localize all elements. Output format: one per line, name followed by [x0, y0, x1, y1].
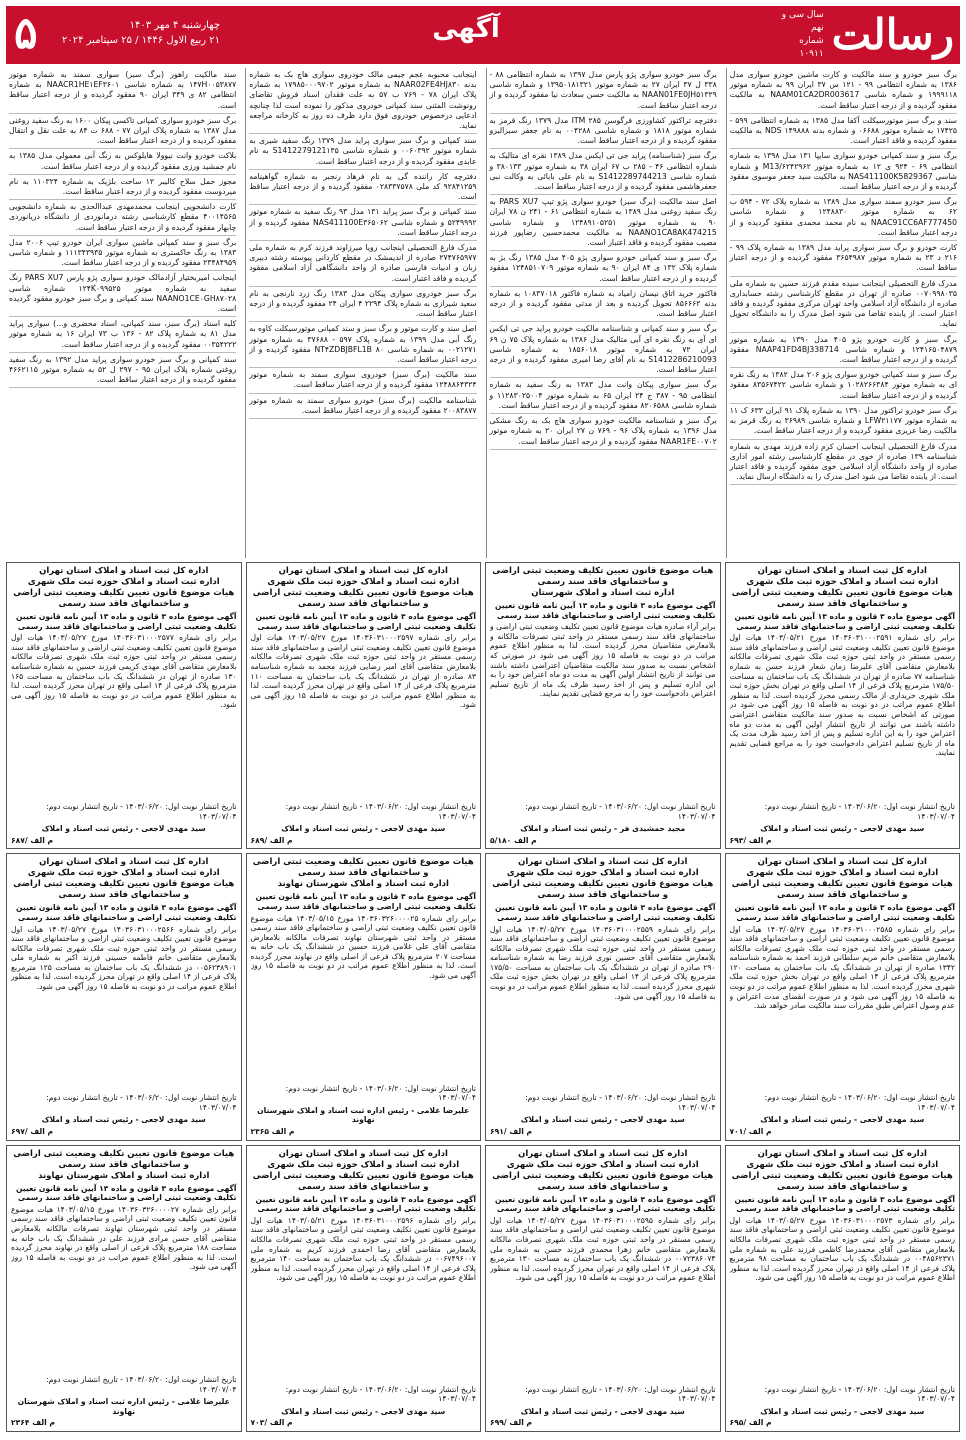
notice-office: اداره ثبت اسناد و املاک حوزه ثبت ملک شهری: [506, 1159, 699, 1170]
notice-organization: اداره کل ثبت اسناد و املاک استان تهران: [518, 1148, 688, 1159]
notice-dates: تاریخ انتشار نوبت اول: ۱۴۰۳/۰۶/۲۰ - تاریخ انتشار نوبت دوم: ۱۴۰۳/۰۷/۰۴: [525, 1384, 716, 1404]
notice-code: ۶۸۷/ م الف: [11, 835, 54, 845]
notice-body: برابر رای شماره ۱۴۰۳۶۰۳۲۶۰۰۰۰۲۵ مورخ ۱۴۰۳/۰۵/۱۵ هیات موضوع قانون تعیین تکلیف وضعیت ثبتی اراضی و ساختمانهای فاقد سند رسمی مستقر در واحد ثبتی شهرستان نهاوند تصرفات مالکانه بلامعارض متقاضی آقای علی غلامی فرزند حسین در ششدانگ یک باب خانه به مساحت ۲۰۷ مترمربع پلاک فرعی از اصلی واقع در نهاوند محرز گردیده است. لذا به منظور اطلاع عموم مراتب در دو نوبت به فاصله ۱۵ روز آگهی می شود.: [250, 913, 476, 981]
notice-code: ۶۹۷/ م الف: [11, 1127, 54, 1137]
notice-dates: تاریخ انتشار نوبت اول: ۱۴۰۳/۰۶/۲۰ - تاریخ انتشار نوبت دوم: ۱۴۰۳/۰۷/۰۴: [285, 801, 476, 821]
notice-body: برابر رای شماره ۱۴۰۳۶۰۳۱۰۰۰۲۵۶۶ مورخ ۱۴۰۳/۰۵/۲۷ هیات اول موضوع قانون تعیین تکلیف وضعیت ثبتی اراضی و ساختمانهای فاقد سند رسمی مستقر در واحد ثبتی حوزه ثبت ملک شهری تصرفات مالکانه بلامعارض متقاضی خانم فاطمه حسینی فرزند اکبر به شماره ملی ۰۰۵۶۲۳۸۹۰۱ در ششدانگ یک باب ساختمان به مساحت ۱۲۵ مترمربع پلاک فرعی از ۱۴ اصلی واقع در تهران محرز گردیده است. لذا به منظور اطلاع عموم مراتب در دو نوبت به فاصله ۱۵ روز آگهی می شود.: [11, 924, 237, 992]
classified-ad: برگ سبز خودرو تراکتور مدل ۱۳۹۰ به شماره پلاک ۹۱ ایران ۶۳۳ ک ۱۱ به شماره موتور LFW۲۱۱۷۷ و شماره شاسی ۳۶۹۸۹ به رنگ قرمز به مالکیت رضا عزیزی مفقود گردیده و از درجه اعتبار ساقط است.: [730, 404, 957, 440]
notice-office: اداره ثبت اسناد و املاک حوزه ثبت ملک شهری: [746, 577, 939, 587]
notice-code: ۵/۱۸۰ م الف: [490, 835, 537, 845]
notice-organization: اداره کل ثبت اسناد و املاک استان تهران: [518, 857, 688, 868]
notice-organization: اداره کل ثبت اسناد و املاک استان تهران: [39, 566, 209, 576]
classified-ad: سند کمپانی و برگ سبز پراید ۱۳۱ مدل ۹۳ رنگ سفید به شماره موتور ۵۲۴۹۹۹۲ و شماره شاسی NAS411100E۳۶۵۰۶۲ مفقود گردیده و از درجه اعتبار ساقط است.: [249, 205, 476, 241]
notice-code: ۶۹۵/ م الف: [729, 1418, 772, 1428]
issue-dates: [62, 18, 220, 48]
classifieds-column: [726, 68, 960, 558]
notice-heading: هیات موضوع قانون تعیین تکلیف وضعیت ثبتی اراضی و ساختمانهای فاقد سند رسمی: [13, 588, 235, 609]
notice-signer: علیرضا غلامی - رئیس اداره ثبت اسناد و املاک شهرستان نهاوند: [17, 1397, 230, 1416]
masthead: [778, 10, 954, 60]
legal-notice: [6, 853, 242, 1140]
notice-organization: هیات موضوع قانون تعیین تکلیف وضعیت ثبتی اراضی و ساختمانهای فاقد سند رسمی: [492, 566, 714, 587]
notice-signer: سید مهدی لاجعی - رئیس ثبت اسناد و املاک: [760, 1406, 925, 1416]
classified-ad: مدرک فارغ التحصیلی اینجانب احسان کرم زاده فرزند مهدی به شماره شناسنامه ۱۳۹ صادره از خوی در مقطع کارشناسی رشته امور اداری صادره از واحد دانشگاه آزاد اسلامی خوی مفقود گردیده و فاقد اعتبار است. از یابنده تقاضا می شود اصل مدرک را به دانشگاه ارسال نماید.: [730, 440, 957, 486]
notice-signer: مجید حمشیدی فر - رئیس ثبت اسناد و املاک: [520, 824, 686, 834]
classified-ad: اینجانب امیربختیار آزادمالک خودرو سواری پژو پارس PARS XU7 رنگ سفید به شماره موتور ۱۲۴K۰۹۹۵۲۵ شماره شاسی NAANO1CE۰GH۸۷۰۲۸ سند کمپانی و برگ سبز خودرو مفقود گردیده است.: [9, 271, 236, 317]
legal-notice: [246, 1145, 482, 1432]
notice-heading: هیات موضوع قانون تعیین تکلیف وضعیت ثبتی اراضی و ساختمانهای فاقد سند رسمی: [252, 1170, 474, 1192]
notice-title: آگهی موضوع ماده ۳ قانون و ماده ۱۳ آیین نامه قانون تعیین تکلیف وضعیت ثبتی اراضی و ساختمانهای فاقد سند رسمی: [734, 1194, 955, 1214]
notice-signer: سید مهدی لاجعی - رئیس ثبت اسناد و املاک: [281, 1406, 446, 1416]
section-title: آگهی: [432, 14, 500, 44]
notice-code: ۲۳۶۴ م الف: [11, 1418, 55, 1428]
notice-body: برابر رای شماره ۱۴۰۳۶۰۳۱۰۰۰۲۵۹۱ مورخ ۱۴۰۳/۰۵/۲۱ هیات اول موضوع قانون تعیین تکلیف وضعیت ثبتی اراضی و ساختمانهای فاقد سند رسمی مستقر در واحد ثبتی حوزه ثبت ملک شهری تصرفات مالکانه بلامعارض متقاضی آقای علیرضا زمان شعار فرزند حسن به شماره شناسنامه ۷۷ صادره از تهران در ششدانگ یک باب ساختمان به مساحت ۱۷۵/۵۰ مترمربع پلاک فرعی از ۱۴ اصلی واقع در تهران بخش حوزه ثبت ملک شهری خریداری از مالک رسمی محرز گردیده است. لذا به منظور اطلاع عموم مراتب در دو نوبت به فاصله ۱۵ روز آگهی می شود در صورتی که اشخاص نسبت به صدور سند مالکیت متقاضی اعتراضی داشته باشند می توانند از تاریخ انتشار اولین آگهی به مدت دو ماه اعتراض خود را به این اداره تسلیم و پس از اخذ رسید ظرف مدت یک ماه از تاریخ تسلیم اعتراض دادخواست خود را به مراجع قضایی تقدیم نمایند.: [729, 633, 955, 758]
notice-dates: تاریخ انتشار نوبت اول: ۱۴۰۳/۰۶/۲۰ - تاریخ انتشار نوبت دوم: ۱۴۰۳/۰۷/۰۴: [764, 1093, 955, 1112]
notice-signer: سید مهدی لاجعی - رئیس ثبت اسناد و املاک: [760, 1115, 925, 1125]
notice-office: اداره ثبت اسناد و املاک شهرستان نهاوند: [38, 1170, 210, 1181]
notice-dates: تاریخ انتشار نوبت اول: ۱۴۰۳/۰۶/۲۰ - تاریخ انتشار نوبت دوم: ۱۴۰۳/۰۷/۰۴: [764, 801, 955, 821]
classified-ad: برگ سبز خودروی سواری پیکان مدل ۱۳۸۳ رنگ زرد نارنجی به نام سعید شیرازی به شماره پلاک ۲۲۹۴ ۴ ایران ۲۴ مفقود گردیده و از درجه اعتبار ساقط است.: [249, 287, 476, 323]
date-hijri-gregorian: ۲۱ ربیع الاول ۱۴۴۶ / ۲۵ سپتامبر ۲۰۲۴: [62, 35, 220, 46]
notice-signer: سید مهدی لاجعی - رئیس ثبت اسناد و املاک: [41, 824, 206, 834]
notice-title: آگهی موضوع ماده ۳ قانون و ماده ۱۳ آیین نامه قانون تعیین تکلیف وضعیت ثبتی اراضی و ساختمانهای فاقد سند رسمی: [734, 903, 955, 922]
notice-title: آگهی موضوع ماده ۳ قانون و ماده ۱۳ آیین نامه قانون تعیین تکلیف وضعیت ثبتی اراضی و ساختمانهای فاقد سند رسمی: [734, 612, 955, 631]
notice-dates: تاریخ انتشار نوبت اول: ۱۴۰۳/۰۶/۲۰ - تاریخ انتشار نوبت دوم: ۱۴۰۳/۰۷/۰۴: [46, 1093, 237, 1112]
notice-code: ۷۰۳/ م الف: [250, 1418, 293, 1428]
classified-ad: فاکتور خرید اتاق نیسان زامیاد به شماره فاکتور ۱۰۸۳۷۰۱۸ به شماره بدنه ۸۵۶۶۶۲ تحویل گردیده و بعد از مدتی مفقود گردیده و از درجه اعتبار ساقط است.: [490, 287, 717, 323]
classified-ad: دفترچه کار راننده گی به نام فرهاد رنجبر به شماره گواهینامه ۹۲۸۴۱۲۵۹ کد ملی ۰۲۸۳۳۷۵۷۸ مفقود گردیده و از درجه اعتبار ساقط است.: [249, 170, 476, 206]
notice-dates: تاریخ انتشار نوبت اول: ۱۴۰۳/۰۶/۲۰ - تاریخ انتشار نوبت دوم: ۱۴۰۳/۰۷/۰۴: [46, 801, 237, 821]
notice-body: برابر رای شماره ۱۴۰۳۶۰۳۱۰۰۰۲۵۵۹ مورخ ۱۴۰۳/۰۵/۲۷ هیات اول موضوع قانون تعیین تکلیف وضعیت ثبتی اراضی و ساختمانهای فاقد سند رسمی مستقر در واحد ثبتی حوزه ثبت ملک شهری تصرفات مالکانه بلامعارض متقاضی آقای حسین نوری فرزند رضا به شماره شناسنامه ۲۹۰ صادره از تهران در ششدانگ یک باب ساختمان به مساحت ۱۷۵/۵۰ مترمربع پلاک فرعی از ۱۴ اصلی واقع در تهران بخش حوزه ثبت ملک شهری محرز گردیده است. لذا به منظور اطلاع عموم مراتب در دو نوبت به فاصله ۱۵ روز آگهی می شود.: [490, 924, 716, 1001]
classified-ad: برگ سبز و کارت خودرو پژو ۴۰۵ مدل ۱۳۹۰ به شماره موتور ۱۲۴۱۶۵۰۴۸۷۹ و شماره شاسی NAAP41FD4BJ338714 مفقود گردیده و از درجه اعتبار ساقط است.: [730, 333, 957, 369]
notice-heading: هیات موضوع قانون تعیین تکلیف وضعیت ثبتی اراضی و ساختمانهای فاقد سند رسمی: [492, 1170, 714, 1192]
classified-ad: برگ سبز خودرو و سند مالکیت و کارت ماشین خودرو سواری مدل ۱۳۸۶ به شماره انتظامی ۹۹ - ۱۲۱ س ۳۷ ایران ۹۹ به شماره موتور ۱۹۹۹۱۱۸ و شماره شاسی NAAM01CA2DR003617 به مالکیت مفقود گردیده و از درجه اعتبار ساقط است.: [730, 68, 957, 114]
notice-body: برابر رای شماره ۱۴۰۳۶۰۳۱۰۰۰۲۵۹۷ مورخ ۱۴۰۳/۰۵/۲۷ هیات اول موضوع قانون تعیین تکلیف وضعیت ثبتی اراضی و ساختمانهای فاقد سند رسمی مستقر در واحد ثبتی حوزه ثبت ملک شهری تصرفات مالکانه بلامعارض متقاضی آقای امیر رضایی فرزند محمد به شماره شناسنامه ۸۳ صادره از تهران در ششدانگ یک باب ساختمان به مساحت ۱۱۰ مترمربع پلاک فرعی از ۱۴ اصلی واقع در تهران محرز گردیده است. لذا به منظور اطلاع عموم مراتب در دو نوبت به فاصله ۱۵ روز آگهی می شود.: [250, 633, 476, 710]
classified-ad: سند کمپانی و برگ سبز سواری پراید مدل ۱۳۷۹ رنگ سفید شیری به شماره موتور ۰۰۶۰۳۹۲ و شماره شاسی S1412279121۱۳۵ به نام عابدی مفقود گردیده و از درجه اعتبار ساقط است.: [249, 134, 476, 170]
notice-title: آگهی موضوع ماده ۳ قانون و ماده ۱۳ آیین نامه قانون تعیین تکلیف وضعیت ثبتی اراضی و ساختمانهای فاقد سند رسمی: [255, 892, 476, 911]
notice-heading: هیات موضوع قانون تعیین تکلیف وضعیت ثبتی اراضی و ساختمانهای فاقد سند رسمی: [492, 879, 714, 901]
classifieds-section: [6, 68, 960, 558]
notice-body: برابر رای شماره ۱۴۰۳۶۰۳۱۰۰۰۲۵۷۷ مورخ ۱۴۰۳/۰۵/۲۷ هیات اول موضوع قانون تعیین تکلیف وضعیت ثبتی اراضی و ساختمانهای فاقد سند رسمی مستقر در واحد ثبتی حوزه ثبت ملک شهری تصرفات مالکانه بلامعارض متقاضی آقای مهدی کریمی فرزند حسین به شماره شناسنامه ۱۳۰ صادره از تهران در ششدانگ یک باب ساختمان به مساحت ۱۶۵ مترمربع پلاک فرعی از ۱۴ اصلی واقع در تهران محرز گردیده است. لذا به منظور اطلاع عموم مراتب در دو نوبت به فاصله ۱۵ روز آگهی می شود.: [11, 633, 237, 710]
notice-office: اداره ثبت اسناد و املاک حوزه ثبت ملک شهری: [27, 577, 220, 587]
notice-signer: علیرضا غلامی - رئیس اداره ثبت اسناد و املاک شهرستان نهاوند: [257, 1105, 470, 1125]
notice-heading: هیات موضوع قانون تعیین تکلیف وضعیت ثبتی اراضی و ساختمانهای فاقد سند رسمی: [252, 588, 474, 609]
classifieds-column: [245, 68, 479, 558]
classified-ad: شناسنامه مالکیت (برگ سبز) خودرو سواری سمند به شماره موتور ۲۰۰۸۳۸۷۷ مفقود گردیده و از درجه اعتبار ساقط است.: [249, 394, 476, 419]
notice-organization: اداره کل ثبت اسناد و املاک استان تهران: [278, 1148, 448, 1159]
classified-ad: برگ سبز سواری پیکان وانت مدل ۱۳۸۳ به رنگ سفید به شماره انتظامی ۹۵ - ۳۸۷ ج ۲۴ ایران ۶۵ به شماره موتور ۱۱۲۸۳۰۲۵۰۰۴ و شماره شاسی ۸۲۰۶۵۸۸ مفقود گردیده و از درجه اعتبار ساقط است.: [490, 378, 717, 414]
notice-organization: اداره کل ثبت اسناد و املاک استان تهران: [757, 566, 927, 576]
newspaper-logo: رسالت: [831, 10, 954, 59]
classifieds-column: [6, 68, 239, 558]
classified-ad: بلاکت خودرو وانت نیوولا هایلوکس به رنگ آبی معمولی مدل ۱۳۸۵ به نام جمشید ورزی مفقود گردیده و از درجه اعتبار ساقط است.: [9, 149, 236, 174]
notice-title: آگهی موضوع ماده ۳ قانون و ماده ۱۳ آیین نامه قانون تعیین تکلیف وضعیت ثبتی اراضی و ساختمانهای فاقد سند رسمی: [495, 601, 716, 620]
issue-line: شماره ۱۰۹۱۱: [799, 36, 824, 59]
legal-notice: [725, 562, 961, 849]
notice-title: آگهی موضوع ماده ۳ قانون و ماده ۱۳ آیین نامه قانون تعیین تکلیف وضعیت ثبتی اراضی و ساختمانهای فاقد سند رسمی: [495, 1194, 716, 1214]
classified-ad: کارت دانشجویی اینجانب محمدمهدی عبداالحدی به شماره دانشجویی ۴۰۰۱۴۵۶۵ مقطع کارشناسی رشته درمانوردی از دانشگاه دریانوردی چابهار مفقود گردیده و از درجه اعتبار ساقط است.: [9, 200, 236, 236]
notice-dates: تاریخ انتشار نوبت اول: ۱۴۰۳/۰۶/۲۰ - تاریخ انتشار نوبت دوم: ۱۴۰۳/۰۷/۰۴: [764, 1384, 955, 1404]
notice-signer: سید مهدی لاجعی - رئیس ثبت اسناد و املاک: [520, 1406, 685, 1416]
classified-ad: برگ سبز و سند کمپانی و شناسنامه مالکیت خودرو پراید جی تی ایکس ای آی به رنگ نقره ای آبی متالیک مدل ۱۳۸۶ به شماره پلاک ۷۵ ن ۶۹ ایران ۷۲ به شماره موتور ۱۸۵۶۰۱۸ به شماره شاسی S1412286210093 به نام آقای رضا امیری مفقود گردیده و از درجه اعتبار ساقط است.: [490, 322, 717, 378]
notice-code: ۲۳۶۵ م الف: [250, 1127, 295, 1137]
notice-title: آگهی موضوع ماده ۳ قانون و ماده ۱۳ آیین نامه قانون تعیین تکلیف وضعیت ثبتی اراضی و ساختمانهای فاقد سند رسمی: [255, 612, 476, 631]
legal-notice: [246, 853, 482, 1140]
notice-body: برابر رای شماره ۱۴۰۳۶۰۳۱۰۰۰۲۵۹۶ مورخ ۱۴۰۳/۰۵/۲۱ هیات اول موضوع قانون تعیین تکلیف وضعیت ثبتی اراضی و ساختمانهای فاقد سند رسمی مستقر در واحد ثبتی حوزه ثبت ملک شهری تصرفات مالکانه بلامعارض متقاضی آقای رضا احمدی فرزند کریم به شماره ملی ۰۰۶۷۴۹۶۰۰۷ در ششدانگ یک باب ساختمان به مساحت ۱۴۰ مترمربع پلاک فرعی از ۱۴ اصلی واقع در تهران محرز گردیده است. لذا به منظور اطلاع عموم مراتب در دو نوبت به فاصله ۱۵ روز آگهی می شود.: [250, 1215, 476, 1283]
notice-code: ۶۹۱/ م الف: [490, 1127, 533, 1137]
classified-ad: دفترچه تراکتور کشاورزی فرگوسن ITM ۲۸۵ مدل ۱۳۷۹ رنگ قرمز به شماره موتور ۱۸۱۸ و شماره شاسی ۰۰۴۲۸۸ به نام جعفر سبزاليزو مفقود گردیده و از درجه اعتبار ساقط است.: [490, 114, 717, 150]
classified-ad: برگ سبز خودرو سواری کمپانی تاکسی پیکان ۱۶۰۰ به رنگ سفید روغنی مدل ۱۳۸۷ به شماره پلاک ایران ۷۷ - ۶۸۸ ت ۸۴ به علت نقل و انتقال مفقود گردیده و از درجه اعتبار ساقط است.: [9, 114, 236, 150]
notice-title: آگهی موضوع ماده ۳ قانون و ماده ۱۳ آیین نامه قانون تعیین تکلیف وضعیت ثبتی اراضی و ساختمانهای فاقد سند رسمی: [495, 903, 716, 922]
notice-heading: هیات موضوع قانون تعیین تکلیف وضعیت ثبتی اراضی و ساختمانهای فاقد سند رسمی: [731, 1170, 953, 1192]
notice-code: ۶۹۹/ م الف: [490, 1418, 533, 1428]
legal-notice: [6, 1145, 242, 1432]
classified-ad: برگ سبز (شناسنامه) پراید جی تی ایکس مدل ۱۳۸۹ نقره ای متالیک به شماره انتظامی ۴۶ - ۲۸۵ ب ۶۷ ایران ۳۸ به شماره موتور ۳۸۰۱۳۳ و شماره شاسی S1412289744213 به نام علی بابائی به وکالت نبی جعفرهاشمی مفقود گردیده و از درجه اعتبار ساقط است.: [490, 149, 717, 195]
classified-ad: مدرک فارغ التحصیلی اینجانب رویا میرزاوند فرزند کرم به شماره ملی ۲۷۴۷۶۵۹۷۷ صادره از اندیمشک در مقطع کاردانی پیوسته رشته دبیری زبان و ادبیات فارسی صادره از واحد دانشگاهی آزاد اسلامی مفقود گردیده و فاقد اعتبار است.: [249, 241, 476, 287]
notice-signer: سید مهدی لاجعی - رئیس ثبت اسناد و املاک: [281, 824, 446, 834]
notice-signer: سید مهدی لاجعی - رئیس ثبت اسناد و املاک: [41, 1115, 206, 1125]
notice-heading: هیات موضوع قانون تعیین تکلیف وضعیت ثبتی اراضی و ساختمانهای فاقد سند رسمی: [731, 879, 953, 901]
notice-body: برابر رای شماره ۱۴۰۳۶۰۳۱۰۰۰۲۵۸۵ مورخ ۱۴۰۳/۰۵/۲۷ هیات اول موضوع قانون تعیین تکلیف وضعیت ثبتی اراضی و ساختمانهای فاقد سند رسمی مستقر در واحد ثبتی حوزه ثبت ملک شهری تصرفات مالکانه بلامعارض متقاضی خانم مریم سلطانی فرزند احمد به شماره شناسنامه ۱۳۴۲ صادره از تهران در ششدانگ یک باب ساختمان به مساحت ۱۲۰ مترمربع پلاک فرعی از ۱۴ اصلی واقع در تهران بخش حوزه ثبت ملک شهری محرز گردیده است. لذا به منظور اطلاع عموم مراتب در دو نوبت به فاصله ۱۵ روز آگهی می شود و در صورت انقضای مدت اعتراض و عدم وصول اعتراض طبق مقررات سند مالکیت صادر خواهد شد.: [729, 924, 955, 1011]
notice-heading: هیات موضوع قانون تعیین تکلیف وضعیت ثبتی اراضی و ساختمانهای فاقد سند رسمی: [731, 588, 953, 609]
notice-organization: اداره کل ثبت اسناد و املاک استان تهران: [757, 857, 927, 868]
issue-info: [778, 9, 824, 61]
notice-dates: تاریخ انتشار نوبت اول: ۱۴۰۳/۰۶/۲۰ - تاریخ انتشار نوبت دوم: ۱۴۰۳/۰۷/۰۴: [285, 1083, 476, 1103]
legal-notice: [6, 562, 242, 849]
notice-title: آگهی موضوع ماده ۳ قانون و ماده ۱۳ آیین نامه قانون تعیین تکلیف وضعیت ثبتی اراضی و ساختمانهای فاقد سند رسمی: [16, 903, 237, 922]
classifieds-column: [486, 68, 720, 558]
notice-dates: تاریخ انتشار نوبت اول: ۱۴۰۳/۰۶/۲۰ - تاریخ انتشار نوبت دوم: ۱۴۰۳/۰۷/۰۴: [46, 1375, 237, 1394]
notice-office: اداره ثبت اسناد و املاک شهرستان: [531, 588, 675, 598]
legal-notice: [725, 1145, 961, 1432]
notice-office: اداره ثبت اسناد و املاک حوزه ثبت ملک شهری: [746, 1159, 939, 1170]
classified-ad: کارت خودرو و برگ سبز سواری پراید مدل ۱۳۸۹ به شماره پلاک ۹۹ - ۲۱۶ د ۲۳ به شماره موتور ۳۶۵۴۹۸۷ مفقود گردیده و از درجه اعتبار ساقط است.: [730, 241, 957, 277]
notice-dates: تاریخ انتشار نوبت اول: ۱۴۰۳/۰۶/۲۰ - تاریخ انتشار نوبت دوم: ۱۴۰۳/۰۷/۰۴: [525, 801, 716, 821]
notice-organization: اداره کل ثبت اسناد و املاک استان تهران: [278, 566, 448, 576]
notice-office: اداره ثبت اسناد و املاک حوزه ثبت ملک شهری: [506, 868, 699, 879]
notice-office: اداره ثبت اسناد و املاک حوزه ثبت ملک شهری: [746, 868, 939, 879]
notice-title: آگهی موضوع ماده ۳ قانون و ماده ۱۳ آیین نامه قانون تعیین تکلیف وضعیت ثبتی اراضی و ساختمانهای فاقد سند رسمی: [16, 612, 237, 631]
classified-ad: اصل سند و کارت موتور و برگ سبز و سند کمپانی موتورسیکلت کاوه به رنگ آبی مدل ۱۳۹۹ به شماره پلاک ۵۹۷ - ۳۷۶۸۸ به شماره موتور ۰۰۲۱۲۷۱ به شماره شاسی NT۴ZDBJBFL1B ۸۰ مفقود گردیده و از درجه اعتبار ساقط است.: [249, 322, 476, 368]
classified-ad: سند مالکیت (برگ سبز) خودروی سواری سمند به شماره موتور ۱۲۴۸۸۶۴۳۲۴ مفقود گردیده و از درجه اعتبار ساقط است.: [249, 368, 476, 393]
notice-body: برابر رای شماره ۱۴۰۳۶۰۳۲۶۰۰۰۰۲۷ مورخ ۱۴۰۳/۰۵/۱۵ هیات موضوع قانون تعیین تکلیف وضعیت ثبتی اراضی و ساختمانهای فاقد سند رسمی مستقر در واحد ثبتی شهرستان نهاوند تصرفات مالکانه بلامعارض متقاضی آقای حسن مرادی فرزند علی در ششدانگ یک باب خانه به مساحت ۱۸۸ مترمربع پلاک فرعی از اصلی واقع در نهاوند محرز گردیده است. لذا به منظور اطلاع عموم مراتب در دو نوبت به فاصله ۱۵ روز آگهی می شود.: [11, 1204, 237, 1272]
notice-title: آگهی موضوع ماده ۳ قانون و ماده ۱۳ آیین نامه قانون تعیین تکلیف وضعیت ثبتی اراضی و ساختمانهای فاقد سند رسمی: [255, 1194, 476, 1214]
legal-notices-section: [6, 562, 960, 1432]
classified-ad: اینجانب محبوبه عجم جیمی مالک خودروی سواری هاچ بک به شماره بدنه NAAR02FE4HJ۸۳۰ به شماره موتور ۱۷۹۸۵۰۰۰۹۷۰۲ به شماره پلاک ایران ۷۸ - ۷۶۹ ب ۵۷ به علت فقدان اسناد فروش تقاضای رونوشت المثنی سند کمپانی خودروی مذکور را نموده است لذا چنانچه ادعایی درخصوص خودروی فوق دارد ظرف ده روز به کارخانه مراجعه نماید.: [249, 68, 476, 134]
legal-notice: [485, 853, 721, 1140]
classified-ad: برگ سبز خودرو سمند سواری مدل ۱۳۸۹ به شماره پلاک ۷۲ - ۵۹۴ ب ۶۲ به شماره موتور ۱۲۴۸۸۳۰ و شماره شاسی NAAC91CC6AF777450 به نام محمد محمدی مفقود گردیده و از درجه اعتبار ساقط است.: [730, 195, 957, 241]
notice-heading: هیات موضوع قانون تعیین تکلیف وضعیت ثبتی اراضی و ساختمانهای فاقد سند رسمی: [13, 879, 235, 901]
notice-office: اداره ثبت اسناد و املاک حوزه ثبت ملک شهری: [267, 577, 460, 587]
classified-ad: سند مالکیت راهور (برگ سبز) سواری سمند به شماره موتور ۱۴۷H۰۰۵۳۸۷۷ به شماره شاسی NAACR1HE۱EF۳۶۰۱ به شماره انتظامی ۸۲ ی ۳۴۹ ایران ۹۰ مفقود گردیده و از درجه اعتبار ساقط است.: [9, 68, 236, 114]
notice-organization: هیات موضوع قانون تعیین تکلیف وضعیت ثبتی اراضی و ساختمانهای فاقد سند رسمی: [13, 1148, 235, 1170]
classified-ad: کلیه اسناد (برگ سبز، سند کمپانی، اسناد محضری و...) سواری پراید مدل ۸۱ به شماره پلاک ۸۲ - ۱۳۶ ب ۷۳ ایران ۱۶ به شماره موتور ۰۰۳۵۴۲۲۲ مفقود گردیده و از درجه اعتبار ساقط است.: [9, 317, 236, 353]
legal-notice: [485, 1145, 721, 1432]
date-persian: چهارشنبه ۴ مهر ۱۴۰۳: [129, 20, 220, 31]
classified-ad: برگ سبز و سند کمپانی خودرو سواری سایپا ۱۳۱ مدل ۱۳۹۸ به شماره انتظامی ۶۹ - ۹۲۴ ی ۱۲ به شماره موتور M13/۶۲۴۲۹۶۲ و شماره شاسی NAS411100K5829367 به مالکیت سید جعفر موسوی مفقود گردیده و از درجه اعتبار ساقط است.: [730, 149, 957, 195]
notice-code: ۷۰۱/ م الف: [729, 1127, 772, 1137]
notice-body: برابر آراء صادره هیات موضوع قانون تعیین تکلیف وضعیت ثبتی اراضی و ساختمانهای فاقد سند رسمی مستقر در واحد ثبتی تصرفات مالکانه و بلامعارض متقاضیان محرز گردیده است. لذا به منظور اطلاع عموم مراتب در دو نوبت به فاصله ۱۵ روز آگهی می شود در صورتی که اشخاص نسبت به صدور سند مالکیت متقاضیان اعتراضی داشته باشند می توانند از تاریخ انتشار اولین آگهی به مدت دو ماه اعتراض خود را به این اداره تسلیم و پس از اخذ رسید ظرف یک ماه از تاریخ تسلیم اعتراض دادخواست خود را به مرجع قضایی تقدیم نمایند.: [490, 622, 716, 699]
classified-ad: برگ سبز و سند کمپانی خودرو سواری پژو ۴۰۵ مدل ۱۳۸۵ رنگ بژ به شماره پلاک ۱۳۲ ی ۸۴ ایران ۹۰ به شماره موتور ۱۲۴۸۵۱۰۷۰۹ مفقود گردیده و از درجه اعتبار ساقط است.: [490, 251, 717, 287]
notice-title: آگهی موضوع ماده ۳ قانون و ماده ۱۳ آیین نامه قانون تعیین تکلیف وضعیت ثبتی اراضی و ساختمانهای فاقد سند رسمی: [16, 1183, 237, 1203]
classified-ad: سند کمپانی و برگ سبز خودرو سواری پراید مدل ۱۳۹۲ به رنگ سفید روغنی شماره پلاک ایران ۹۵ - ۲۹۷ ل ۵۲ به شماره موتور ۴۶۶۲۱۱۵ مفقود گردیده و از درجه اعتبار ساقط است.: [9, 353, 236, 389]
legal-notice: [725, 853, 961, 1140]
classified-ad: مجوز حمل سلاح کالیبر ۱۲ ساخت بلژیک به شماره ۱۱۰۳۲۴ به نام میردوست مفقود گردیده و از درجه اعتبار ساقط است.: [9, 175, 236, 200]
classified-ad: برگ سبز و سند کمپانی خودرو سواری پژو ۲۰۶ مدل ۱۳۸۲ به رنگ نقره ای به شماره موتور ۱۰۲۸۲۶۶۳۸۴ و شماره شاسی ۸۳۵۶۷۴۲۲ مفقود گردیده و از درجه اعتبار ساقط است.: [730, 368, 957, 404]
notice-signer: سید مهدی لاجعی - رئیس ثبت اسناد و املاک: [760, 824, 925, 834]
notice-organization: هیات موضوع قانون تعیین تکلیف وضعیت ثبتی اراضی و ساختمانهای فاقد سند رسمی: [252, 857, 474, 879]
notice-code: ۶۹۳/ م الف: [729, 835, 772, 845]
notice-body: برابر رای شماره ۱۴۰۳۶۰۳۱۰۰۰۲۵۷۳ مورخ ۱۴۰۳/۰۵/۲۷ هیات اول موضوع قانون تعیین تکلیف وضعیت ثبتی اراضی و ساختمانهای فاقد سند رسمی مستقر در واحد ثبتی حوزه ثبت ملک شهری تصرفات مالکانه بلامعارض متقاضی آقای محمدرضا کاظمی فرزند علی به شماره ملی ۰۰۴۸۵۶۲۳۷۱ در ششدانگ یک باب ساختمان به مساحت ۹۸ مترمربع پلاک فرعی از ۱۴ اصلی واقع در تهران محرز گردیده است. لذا به منظور اطلاع عموم مراتب در دو نوبت به فاصله ۱۵ روز آگهی می شود.: [729, 1215, 955, 1283]
classified-ad: برگ سبز خودرو سواری پژو پارس مدل ۱۳۹۷ به شماره انتظامی ۸۸ - ۳۳۸ ل ۳۷ ایران ۲۷ به شماره موتور ۱۳۹۵۰۱۸۱۳۲۱ و شماره شاسی NAAN01FE0JH۵۱۳۲۹ به مالکیت حسن سعادت نیا مفقود گردیده و از درجه اعتبار ساقط است.: [490, 68, 717, 114]
legal-notice: [246, 562, 482, 849]
notice-body: برابر رای شماره ۱۴۰۳۶۰۳۱۰۰۰۲۵۹۵ مورخ ۱۴۰۳/۰۵/۲۷ هیات اول موضوع قانون تعیین تکلیف وضعیت ثبتی اراضی و ساختمانهای فاقد سند رسمی مستقر در واحد ثبتی حوزه ثبت ملک شهری تصرفات مالکانه بلامعارض متقاضی خانم زهرا محمدی فرزند حسن به شماره ملی ۰۰۷۲۳۸۶۰۷۴ در ششدانگ یک باب ساختمان به مساحت ۱۳۰ مترمربع پلاک فرعی از ۱۴ اصلی واقع در تهران محرز گردیده است. لذا به منظور اطلاع عموم مراتب در دو نوبت به فاصله ۱۵ روز آگهی می شود.: [490, 1215, 716, 1283]
year-line: سال سی و نهم: [781, 10, 824, 33]
classified-ad: برگ سبز و سند کمپانی ماشین سواری ایران خودرو تیپ ۲۰۰۶ مدل ۱۳۸۳ به رنگ خاکستری به شماره موتور ۱۱۱۳۴۳۹۳۵ و شماره شاسی ۲۳۴۸۴۹۵۹ مفقود گردیده و از درجه اعتبار ساقط است.: [9, 236, 236, 272]
notice-organization: اداره کل ثبت اسناد و املاک استان تهران: [757, 1148, 927, 1159]
notice-signer: سید مهدی لاجعی - رئیس ثبت اسناد و املاک: [520, 1115, 685, 1125]
classified-ad: سند و برگ سبز موتورسیکلت آکفا مدل ۱۳۸۵ به شماره انتظامی ۵۹۹ - ۱۷۴۲۵ به شماره موتور ۰۶۶۸۸ و شماره بدنه ۱۴۹۸۸۸ NDS به مالکیت مفقود گردیده و فاقد اعتبار است.: [730, 114, 957, 150]
classified-ad: اصل سند مالکیت (برگ سبز) خودرو سواری پژو تیپ PARS XU7 به رنگ سفید روغنی مدل ۱۳۸۹ به شماره انتظامی ۶۱ - ۲۴۱ ن ۷۸ ایران ۹۰ به شماره موتور ۱۲۴۸۹۱۰۵۲۵۱ و شماره شاسی NAANO1CA8AK474215 به مالکیت محمدحسین رضاپور فرزند مصیب مفقود گردیده و فاقد اعتبار است.: [490, 195, 717, 251]
notice-dates: تاریخ انتشار نوبت اول: ۱۴۰۳/۰۶/۲۰ - تاریخ انتشار نوبت دوم: ۱۴۰۳/۰۷/۰۴: [285, 1384, 476, 1404]
page-header: [6, 6, 960, 64]
legal-notice: [485, 562, 721, 849]
notice-office: اداره ثبت اسناد و املاک شهرستان نهاوند: [277, 879, 449, 890]
notice-dates: تاریخ انتشار نوبت اول: ۱۴۰۳/۰۶/۲۰ - تاریخ انتشار نوبت دوم: ۱۴۰۳/۰۷/۰۴: [525, 1093, 716, 1112]
notice-code: ۶۸۹/ م الف: [250, 835, 293, 845]
notice-office: اداره ثبت اسناد و املاک حوزه ثبت ملک شهری: [267, 1159, 460, 1170]
classified-ad: مدرک فارغ التحصیلی اینجانب سیده مقدم فرزند حسین به شماره ملی ۰۰۷۰۹۹۸۰۳۵ صادره از تهران در مقطع کارشناسی رشته حسابداری صادره از دانشگاه آزاد اسلامی واحد تهران مرکزی مفقود گردیده و فاقد اعتبار است. از یابنده تقاضا می شود اصل مدرک را به دانشگاه تحویل نماید.: [730, 277, 957, 333]
notice-office: اداره ثبت اسناد و املاک حوزه ثبت ملک شهری: [27, 868, 220, 879]
notice-organization: اداره کل ثبت اسناد و املاک استان تهران: [39, 857, 209, 868]
page-number: ۵: [14, 8, 38, 59]
classified-ad: برگ سبز و شناسنامه مالکیت خودرو سواری هاچ بک به رنگ مشکی مدل ۱۳۹۶ به شماره پلاک ۹۶ - ۷۶۹ ن ۲۷ ایران ۲۰ به شماره موتور NAAR1FE۰۰۷۰۲ مفقود گردیده و از درجه اعتبار ساقط است.: [490, 414, 717, 450]
